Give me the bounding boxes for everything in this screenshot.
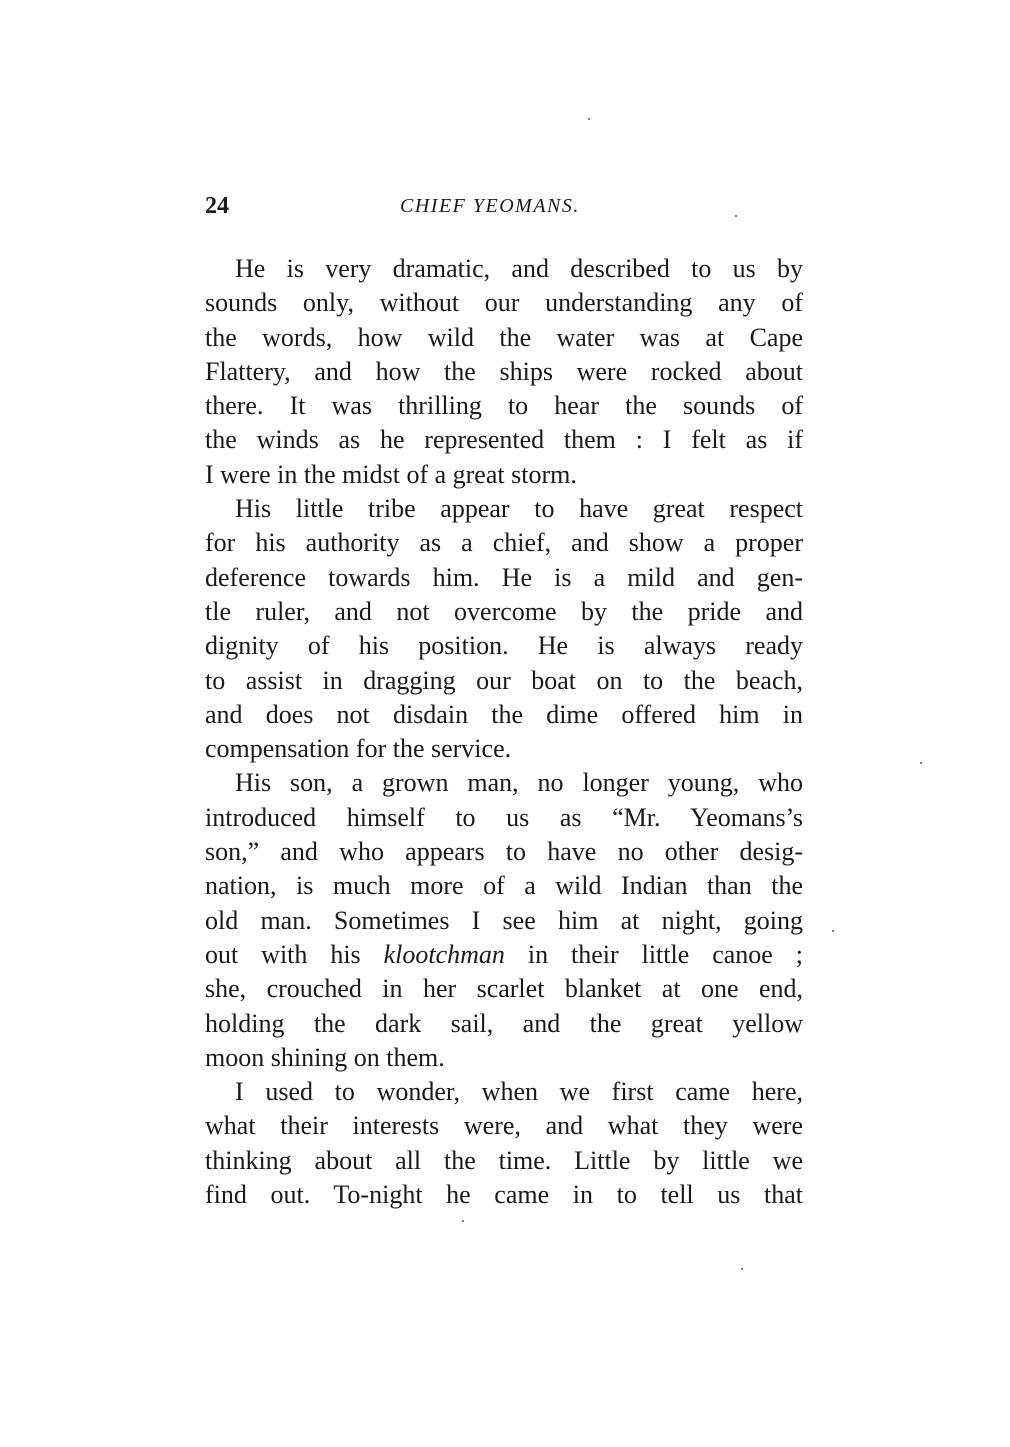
- scan-speck: [462, 1220, 464, 1222]
- paragraph-4: [205, 1075, 803, 1212]
- text-line: the words, how wild the water was at Cape: [205, 322, 803, 352]
- text-line: dignity of his position. He is always ready: [205, 631, 803, 661]
- text-line: I were in the midst of a great storm.: [205, 459, 577, 489]
- text-line: she, crouched in her scarlet blanket at one end,: [205, 974, 803, 1004]
- text-line: the winds as he represented them : I felt as if: [205, 425, 803, 455]
- text-line: Flattery, and how the ships were rocked about: [205, 356, 803, 386]
- text-line: son,” and who appears to have no other desig-: [205, 837, 803, 867]
- text-line: His little tribe appear to have great respect: [235, 494, 803, 524]
- paragraph-2: [205, 492, 803, 766]
- paragraph-1: [205, 252, 803, 492]
- text-line: what their interests were, and what they were: [205, 1111, 803, 1141]
- body-text: [205, 252, 803, 1212]
- scan-speck: [741, 1268, 743, 1270]
- text-segment: in their little canoe ;: [504, 939, 803, 969]
- page-number: 24: [205, 193, 229, 219]
- text-line: there. It was thrilling to hear the sounds of: [205, 391, 803, 421]
- text-line: compensation for the service.: [205, 734, 512, 764]
- text-line-with-italic: [205, 938, 803, 972]
- text-line: old man. Sometimes I see him at night, going: [205, 905, 803, 935]
- italic-word: klootchman: [383, 939, 505, 969]
- text-line: nation, is much more of a wild Indian than the: [205, 871, 803, 901]
- running-title: CHIEF YEOMANS.: [400, 195, 580, 217]
- text-line: He is very dramatic, and described to us by: [235, 254, 803, 283]
- text-line: moon shining on them.: [205, 1042, 445, 1072]
- text-line: tle ruler, and not overcome by the pride and: [205, 596, 803, 626]
- text-line: and does not disdain the dime offered him in: [205, 699, 803, 729]
- text-line: His son, a grown man, no longer young, who: [235, 768, 803, 798]
- text-line: to assist in dragging our boat on to the beach,: [205, 665, 803, 695]
- text-line: deference towards him. He is a mild and gen-: [205, 562, 803, 592]
- text-line: I used to wonder, when we first came here,: [235, 1077, 803, 1107]
- scan-speck: [588, 118, 590, 120]
- text-line: thinking about all the time. Little by little we: [205, 1145, 803, 1175]
- page-header: [205, 193, 805, 229]
- text-segment: out with his: [205, 939, 384, 969]
- text-line: introduced himself to us as “Mr. Yeomans’s: [205, 802, 803, 832]
- scan-speck: [920, 762, 922, 764]
- scan-speck: [832, 930, 834, 932]
- text-line: find out. To-night he came in to tell us that: [205, 1180, 803, 1210]
- text-line: sounds only, without our understanding any of: [205, 288, 803, 318]
- scan-speck: [735, 215, 737, 217]
- text-line: holding the dark sail, and the great yellow: [205, 1008, 803, 1038]
- text-line: for his authority as a chief, and show a proper: [205, 528, 803, 558]
- paragraph-3: [205, 766, 803, 1075]
